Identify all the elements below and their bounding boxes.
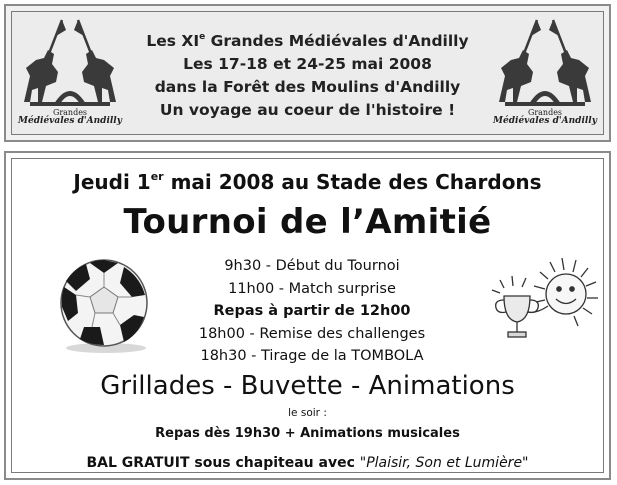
evening-label: le soir :	[288, 407, 327, 419]
banner-line-4: Un voyage au coeur de l'histoire !	[159, 101, 456, 119]
banner-inner-frame	[11, 11, 604, 135]
soccer-ball-icon	[54, 255, 154, 355]
banner-line-1	[124, 30, 491, 53]
medieval-logo-right	[491, 16, 599, 136]
logo-caption	[493, 108, 597, 126]
banner-panel	[4, 4, 611, 142]
medieval-logo-left	[16, 16, 124, 136]
free-ball-line	[12, 455, 603, 471]
band-name: "Plaisir, Son et Lumière"	[359, 455, 529, 471]
evening-meal: Repas dès 19h30 + Animations musicales	[155, 426, 460, 441]
logo-caption-line2: Médiévales d'Andilly	[493, 116, 597, 126]
schedule-item: 11h00 - Match surprise	[228, 280, 396, 297]
banner-line-3: dans la Forêt des Moulins d'Andilly	[154, 78, 461, 96]
schedule-list	[162, 255, 462, 368]
schedule-item: Repas à partir de 12h00	[213, 303, 411, 319]
banner-line-1-post: Grandes Médiévales d'Andilly	[205, 32, 469, 50]
event-date-headline	[12, 170, 603, 194]
logo-caption-line1: Grandes	[52, 108, 88, 117]
logo-caption-line2: Médiévales d'Andilly	[18, 116, 122, 126]
activities-line: Grillades - Buvette - Animations	[100, 371, 515, 401]
event-panel	[4, 151, 611, 480]
headline-sup: er	[150, 170, 164, 183]
free-ball-text: BAL GRATUIT sous chapiteau avec	[86, 455, 360, 471]
banner-text	[124, 30, 491, 122]
sun-trophy-icon	[482, 254, 604, 356]
headline-post: mai 2008 au Stade des Chardons	[163, 170, 542, 194]
schedule-item: 9h30 - Début du Tournoi	[224, 258, 400, 274]
event-title: Tournoi de l’Amitié	[123, 202, 492, 242]
headline-pre: Jeudi 1	[73, 170, 151, 194]
logo-caption	[18, 108, 122, 126]
schedule-item: 18h30 - Tirage de la TOMBOLA	[200, 348, 424, 364]
event-inner-frame	[11, 158, 604, 473]
knights-emblem-icon	[16, 16, 124, 116]
schedule-item: 18h00 - Remise des challenges	[198, 325, 426, 342]
banner-line-1-pre: Les XI	[146, 32, 200, 50]
banner-line-2: Les 17-18 et 24-25 mai 2008	[183, 55, 432, 73]
knights-emblem-icon	[491, 16, 599, 116]
logo-caption-line1: Grandes	[527, 108, 563, 117]
banner-line-1-sup: e	[199, 32, 206, 42]
